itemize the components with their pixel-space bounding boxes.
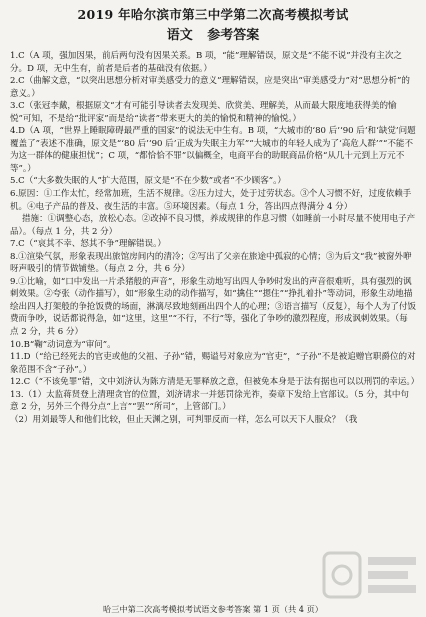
- answer-q7: 7.C（“哀其不幸、怒其不争”理解错误。）: [10, 239, 166, 250]
- answer-q11: 11.D（“给已经死去的官吏或他的父祖、子孙”错，赐谥号对象应为“官吏”，“子孙”不是被追赠官职爵位的对象范围不含“子孙”。）: [10, 352, 416, 375]
- answer-q5: 5.C（“大多数失眠的人”扩大范围，原文是“不在少数”或者“不少顾客”。）: [10, 176, 286, 187]
- page-subtitle: 语文 参考答案: [166, 28, 260, 43]
- answer-q9: 9.①比喻，如“口中发出一片杀猪般的声音”，形象生动地写出四人争吵时发出的声音很难听，具有强烈的讽刺效果。②夸张（动作描写），如“形象生动的动作描写，如“擒住”“摁住”“挣扎着扑”等动词，形象生动地描绘出四人打架般的争抢饭费的场面，淋漓尽致地刻画出四个人的心理；③语言描写（反复），每个人为了付饭费而争吵，说话都说得急，如“这里，这里”“不行，不行”等，强化了争吵的激烈程度，形成讽刺效果。（每点 2 分，共 6 分）: [10, 276, 416, 338]
- page-footer: 哈三中第二次高考模拟考试语文参考答案 第 1 页（共 4 页）: [103, 604, 323, 614]
- answer-q2: 2.C（曲解文意，“以突出思想分析对审美感受力的意义”理解错误，应是突出“审美感受力”对“思想分析”的意义。）: [10, 76, 410, 99]
- answer-q6-reasons: 6.原因：①工作太忙，经常加班，生活不规律。②压力过大，处于过劳状态。③个人习惯不好，过度依赖手机。④电子产品的普及、夜生活的丰富。⑤环境因素。（每点 1 分，答出四点得满分 4 分）: [10, 189, 412, 212]
- answer-q4: 4.D（A 项，“世界上睡眠障碍最严重的国家”的说法无中生有。B 项，“大城市的‘80 后’‘90 后’和‘缺觉’问题覆盖了”表述不准确，原文是“‘80 后’‘90 后’正成为失眠主力军”“大城市的年轻人成为了‘高危人群’”“不能不为这一群体的健康担忧”；C 项，“都恰恰不罪”以偏概全，电商平台的助眠商品价格“从几十元到上万元不等”。）: [10, 126, 416, 174]
- answer-q13-2: （2）用刘最等人和他们比较，但止天渊之别，可判罪反而一样，怎么可以天下人服众？（我: [10, 414, 358, 425]
- answer-q8: 8.①渲染气氛，形象表现出旅馆房间内的清冷；②写出了父亲在旅途中孤寂的心情；③为后文“我”被窗外咿呀声吸引的情节做铺垫。（每点 2 分，共 6 分）: [10, 251, 412, 275]
- watermark-logo-icon: [320, 547, 420, 603]
- page-title: 2019 年哈尔滨市第三中学第二次高考模拟考试: [77, 7, 349, 22]
- answer-q6-measures: 措施：①调整心态，放松心态。②改掉不良习惯，养成规律的作息习惯（如睡前一小时尽量不使用电子产品）。（每点 1 分，共 2 分）: [10, 214, 416, 237]
- answer-q13-1: 13.（1）太监蒋贤登上清理贪官的位置，刘济请求一并惩罚徐光祚，奏章下发给上官部议。（5 分，其中句意 2 分，另外三个得分点“上言”“罢”“所司”，上管部门。）: [10, 389, 409, 413]
- answer-q10: 10.B“鞠”动词意为“审问”。: [10, 339, 116, 350]
- answer-q3: 3.C（张冠李戴，根据原文“才有可能引导读者去发现美、欣赏美、理解美，从而最大限度地获得美的愉悦”可知，不是给“批评家”而是给“读者”带来更大的美的愉悦和精神的愉悦。）: [10, 101, 397, 124]
- answer-q12: 12.C（“不该免罪”错，文中刘济认为陈方清是无罪释放之意，但被免本身是于法有据也可以以刑罚的幸运。）: [10, 377, 420, 388]
- answer-q1: 1.C（A 项，强加因果，前后两句没有因果关系。B 项，“能”理解错误，原文是“不能不说”并没有主次之分。D 项，无中生有，前者是后者的基础没有依据。）: [10, 51, 402, 74]
- answer-body: [10, 50, 420, 426]
